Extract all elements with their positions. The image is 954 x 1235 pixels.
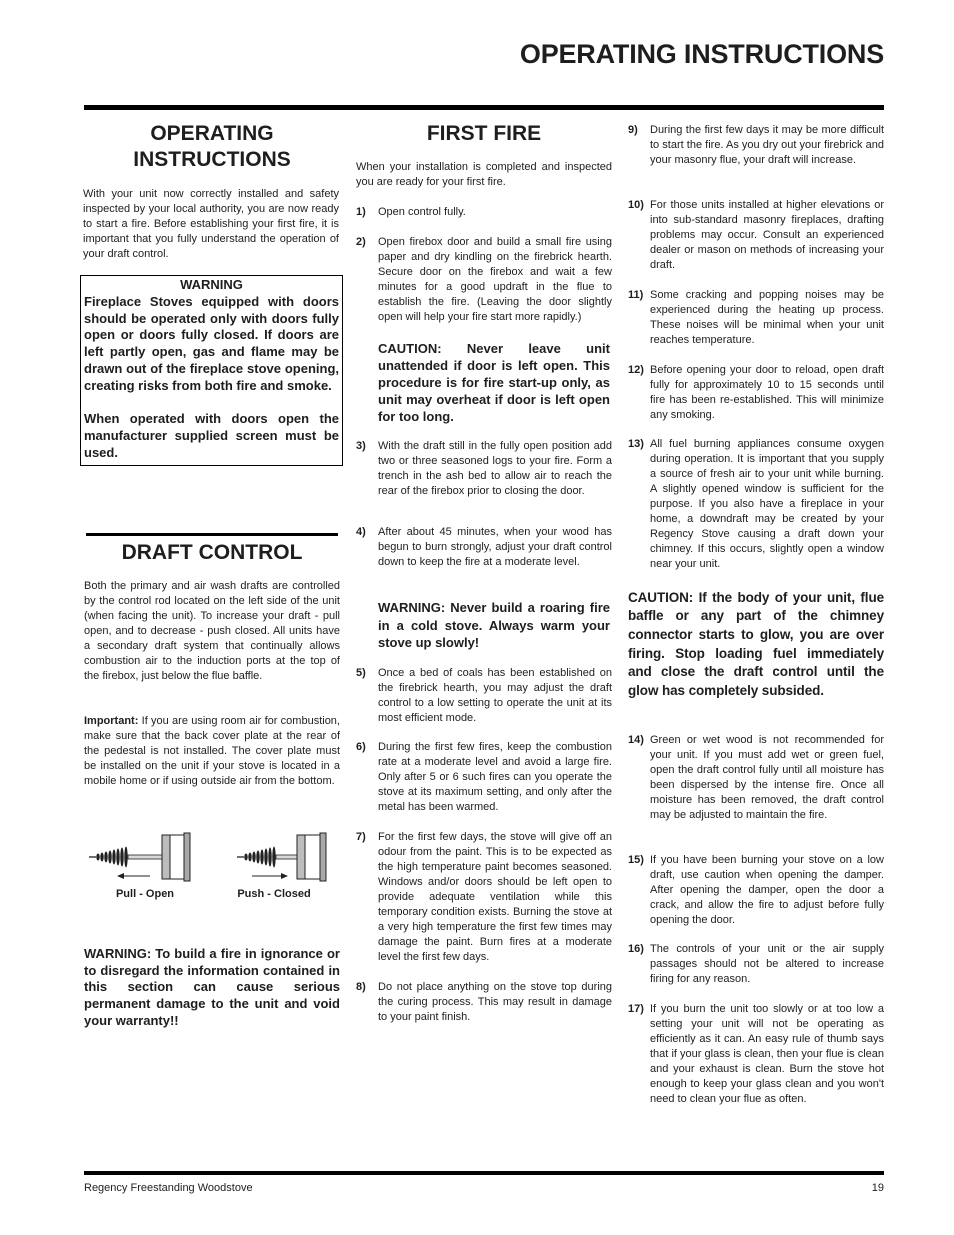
item-text: After about 45 minutes, when your wood has begun to burn strongly, adjust your draft control down to keep the fire at a moderate level. <box>378 525 612 568</box>
warning-text: When operated with doors open the manufacturer supplied screen must be used. <box>84 411 339 460</box>
important-paragraph <box>84 714 340 789</box>
coil-ridge <box>252 852 255 863</box>
draft-rod-push-illustration <box>234 826 334 882</box>
important-text: If you are using room air for combustion, make sure that the back cover plate at the rear of the pedestal is not installed. The cover plate must be installed on the unit if your stove is located in a mobile home or if using outside air from the bottom. <box>84 715 340 787</box>
footer-title: Regency Freestanding Woodstove <box>84 1182 253 1194</box>
item-text: Once a bed of coals has been established on the firebrick hearth, you may adjust the draft control to a low setting to operate the unit at its most efficient mode. <box>378 666 612 724</box>
list-item <box>628 363 884 423</box>
item-text: If you burn the unit too slowly or at too low a setting your unit will not be operating as efficiently as it can. An easy rule of thumb says that if your glass is clean, then your flue is clean and your exhaust is clean. Burn the stove hot enough to keep your glass clean and you won't need to clean your flue as often. <box>650 1002 884 1105</box>
arrow-head <box>117 873 124 879</box>
item-text: Open firebox door and build a small fire using paper and dry kindling on the firebrick hearth. Secure door on the firebox and wait a few minutes for a good updraft in the flue to establish the fire. (Leaving the door slightly open will help your fire start more rapidly.) <box>378 235 612 323</box>
item-number: 2) <box>356 235 366 248</box>
item-number: 12) <box>628 363 644 376</box>
draft-rod <box>128 855 162 859</box>
arrow-head <box>281 873 288 879</box>
list-item <box>628 288 884 348</box>
list-item <box>356 740 612 815</box>
item-text: With the draft still in the fully open position add two or three seasoned logs to your fire. Form a trench in the ash bed to allow air to reach the rear of the firebox prior to closing the door. <box>378 439 612 497</box>
page-number: 19 <box>871 1182 884 1194</box>
page-title: OPERATING INSTRUCTIONS <box>519 39 884 69</box>
item-number: 9) <box>628 123 638 136</box>
item-number: 5) <box>356 666 366 679</box>
item-number: 1) <box>356 205 366 218</box>
section-heading-draft-control: DRAFT CONTROL <box>121 541 303 564</box>
item-text: Green or wet wood is not recommended for your unit. If you must add wet or green fuel, open the draft control fully until all moisture has been dispersed by the intense fire. Once all moisture has been removed, the draft control may be adjusted to maintain the fire. <box>650 733 884 821</box>
item-text: For the first few days, the stove will give off an odour from the paint. This is to be expected as the high temperature paint becomes seasoned. Windows and/or doors should be left open to provide adequate ventilation while this temporary condition exists. Burning the stove at a very high temperature the first few times may damage the paint. Burn fires at a moderate level the first few days. <box>378 830 612 963</box>
list-item <box>628 437 884 572</box>
coil-ridge <box>124 847 127 868</box>
first-fire-warning: WARNING: Never build a roaring fire in a cold stove. Always warm your stove up slowly! <box>378 600 610 650</box>
first-fire-caution: CAUTION: Never leave unit unattended if door is left open. This procedure is for fire start-up only, as unit may overheat if door is left open for too long. <box>378 340 610 424</box>
list-item <box>628 733 884 823</box>
coil-ridge <box>104 852 107 863</box>
list-item <box>628 123 884 168</box>
caption-pull-open: Pull - Open <box>115 888 175 900</box>
section-heading-operating-instructions <box>84 121 340 173</box>
arrow-left-icon <box>117 873 150 879</box>
warning-box <box>80 275 343 466</box>
item-number: 15) <box>628 853 644 866</box>
section-heading-first-fire: FIRST FIRE <box>426 122 542 145</box>
item-text: Open control fully. <box>378 205 466 218</box>
item-text: The controls of your unit or the air supply passages should not be altered to increase firing for any reason. <box>650 942 884 985</box>
coil-ridge <box>108 851 111 864</box>
item-text: If you have been burning your stove on a low draft, use caution when opening the damper. After opening the damper, open the door a crack, and allow the fire to adjust before fully opening the door. <box>650 853 884 926</box>
list-item <box>356 666 612 726</box>
item-number: 10) <box>628 198 644 211</box>
operating-intro-paragraph: With your unit now correctly installed and safety inspected by your local authority, you are now ready to start a fire. Before establishing your first fire, it is important that you fully understand the operation of your draft control. <box>83 188 339 260</box>
draft-plate <box>297 835 305 879</box>
rod-handle-coil <box>96 847 127 868</box>
warning-title: WARNING <box>180 277 243 292</box>
draft-warning: WARNING: To build a fire in ignorance or to disregard the information contained in this section can cause serious permanent damage to the unit and void your warranty!! <box>84 946 340 1028</box>
coil-ridge <box>244 854 247 861</box>
coil-ridge <box>120 848 123 867</box>
list-item <box>356 235 612 325</box>
coil-ridge <box>260 850 263 865</box>
draft-plate <box>162 835 170 879</box>
stove-wall <box>184 833 190 881</box>
item-text: Do not place anything on the stove top during the curing process. This may result in damage to your paint finish. <box>378 980 612 1023</box>
list-item <box>356 525 612 570</box>
warning-text: Fireplace Stoves equipped with doors should be operated only with doors fully open or doors fully closed. If doors are left partly open, gas and flame may be drawn out of the fireplace stove opening, creating risks from both fire and smoke. <box>84 293 339 393</box>
item-number: 8) <box>356 980 366 993</box>
coil-ridge <box>116 849 119 866</box>
section-divider <box>86 533 338 536</box>
important-label: Important: <box>84 715 139 727</box>
item-text: All fuel burning appliances consume oxygen during operation. It is important that you supply a source of fresh air to your unit while burning. A slightly opened window is sufficient for the purpose. If you also have a fireplace in your home, a downdraft may be created by your Regency Stove causing a draft down your chimney. If this occurs, slightly open a window near your unit. <box>650 437 884 570</box>
coil-ridge <box>100 853 103 862</box>
first-fire-intro: When your installation is completed and inspected you are ready for your first fire. <box>356 161 612 188</box>
item-text: Some cracking and popping noises may be experienced during the heating up process. These noises will be minimal when your unit reaches temperature. <box>650 288 884 346</box>
item-number: 3) <box>356 439 366 452</box>
item-text: During the first few days it may be more difficult to start the fire. As you dry out your firebrick and your masonry flue, your draft will increase. <box>650 123 884 166</box>
heading-line: OPERATING <box>150 122 274 145</box>
item-number: 6) <box>356 740 366 753</box>
caption-push-closed: Push - Closed <box>237 888 311 900</box>
rod-handle-coil <box>244 847 275 868</box>
list-item <box>356 980 612 1025</box>
item-number: 16) <box>628 942 644 955</box>
item-number: 17) <box>628 1002 644 1015</box>
draft-rod <box>276 855 298 859</box>
list-item <box>628 198 884 273</box>
heading-line: INSTRUCTIONS <box>133 148 291 171</box>
list-item <box>628 1002 884 1107</box>
list-item <box>628 942 884 987</box>
stove-wall <box>320 833 326 881</box>
coil-ridge <box>264 849 267 866</box>
item-number: 14) <box>628 733 644 746</box>
coil-ridge <box>96 854 99 861</box>
footer-rule <box>84 1171 884 1175</box>
item-number: 4) <box>356 525 366 538</box>
coil-ridge <box>112 850 115 865</box>
list-item <box>356 439 612 499</box>
header-rule <box>84 105 884 110</box>
item-text: During the first few fires, keep the combustion rate at a moderate level and avoid a large fire. Only after 5 or 6 such fires can you operate the stove at its maximum setting, and only after the metal has been warmed. <box>378 740 612 813</box>
item-text: Before opening your door to reload, open draft fully for approximately 10 to 15 seconds until fire has been re-established. This will minimize any smoking. <box>650 363 884 421</box>
item-number: 11) <box>628 288 644 301</box>
list-item <box>356 830 612 965</box>
arrow-right-icon <box>252 873 288 879</box>
draft-rod-pull-illustration <box>86 826 196 882</box>
list-item <box>628 853 884 928</box>
item-text: For those units installed at higher elevations or into sub-standard masonry fireplaces, drafting problems may occur. Consult an experienced dealer or mason on methods of increasing your draft. <box>650 198 884 271</box>
coil-ridge <box>272 847 275 868</box>
coil-ridge <box>268 848 271 867</box>
draft-control-paragraph: Both the primary and air wash drafts are controlled by the control rod located on the left side of the unit (when facing the unit). To increase your draft - pull open, and to decrease - push closed. All units have a secondary draft system that continually allows combustion air to the induction ports at the top of the firebox, just below the flue baffle. <box>84 580 340 682</box>
list-item <box>356 205 612 220</box>
coil-ridge <box>248 853 251 862</box>
item-number: 7) <box>356 830 366 843</box>
item-number: 13) <box>628 437 644 450</box>
coil-ridge <box>256 851 259 864</box>
over-firing-caution: CAUTION: If the body of your unit, flue baffle or any part of the chimney connector starts to glow, you are over firing. Stop loading fuel immediately and close the draft control until the glow has completely subsided. <box>628 589 884 699</box>
